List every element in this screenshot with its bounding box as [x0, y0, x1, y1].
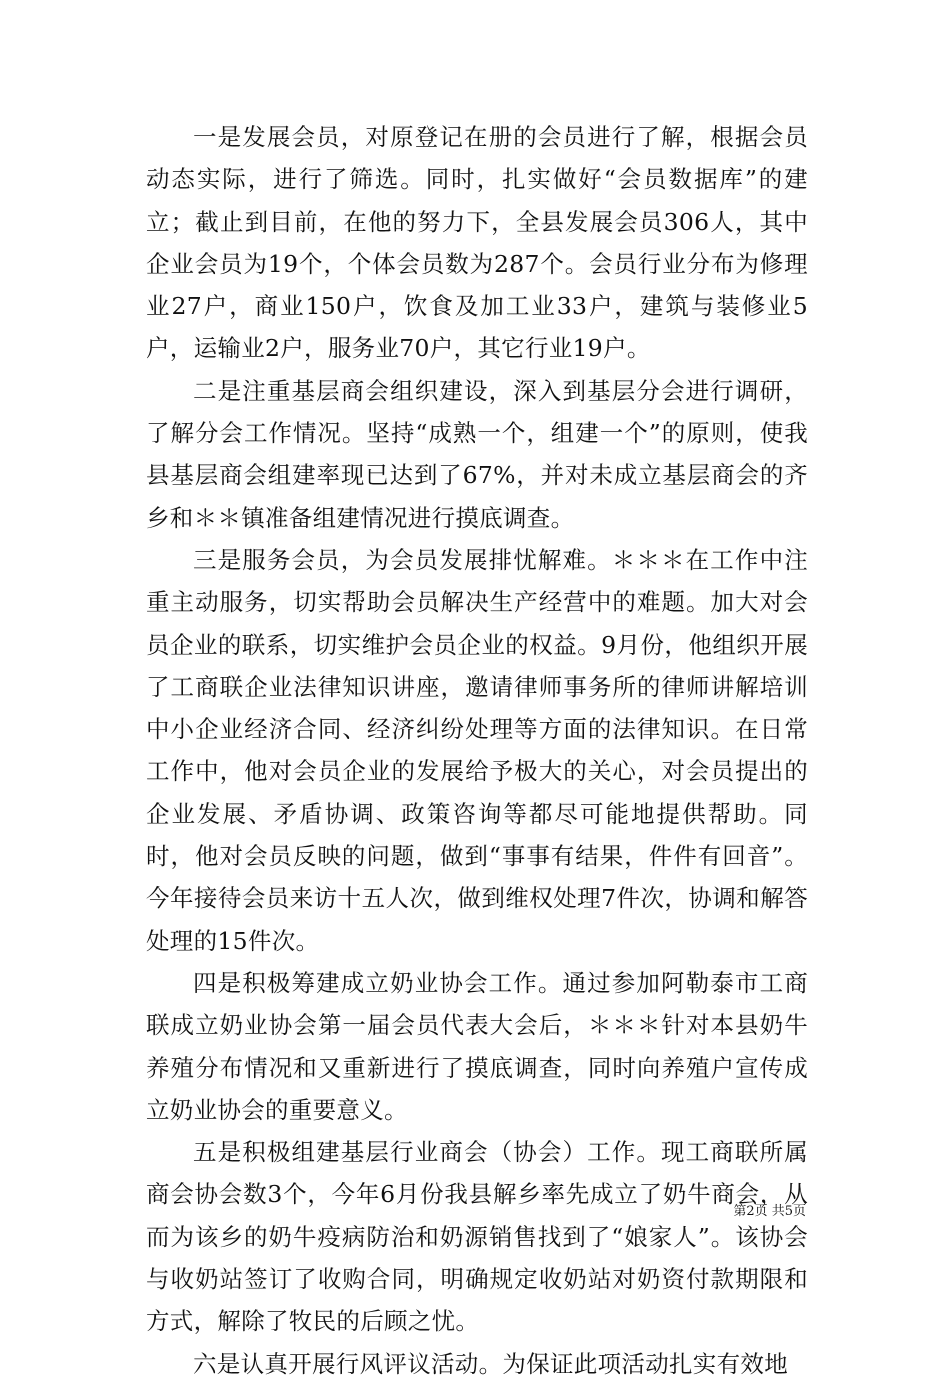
paragraph-5: 五是积极组建基层行业商会（协会）工作。现工商联所属商会协会数3个，今年6月份我县解乡率先成立了奶牛商会，从而为该乡的奶牛疫病防治和奶源销售找到了“娘家人”。该协会与收奶站签订了收购合同，明确规定收奶站对奶资付款期限和方式，解除了牧民的后顾之忧。 — [146, 1138, 808, 1336]
paragraph-6: 六是认真开展行风评议活动。为保证此项活动扎实有效地 — [193, 1349, 788, 1378]
page-number-footer: 第2页 共5页 — [733, 1204, 806, 1219]
paragraph-1: 一是发展会员，对原登记在册的会员进行了解，根据会员动态实际，进行了筛选。同时，扎实做好“会员数据库”的建立；截止到目前，在他的努力下，全县发展会员306人，其中企业会员为19个，个体会员数为287个。会员行业分布为修理业27户，商业150户，饮食及加工业33户，建筑与装修业5户，运输业2户，服务业70户，其它行业19户。 — [146, 123, 808, 363]
document-body — [146, 116, 808, 1385]
paragraph-2: 二是注重基层商会组织建设，深入到基层分会进行调研，了解分会工作情况。坚持“成熟一个，组建一个”的原则，使我县基层商会组建率现已达到了67%，并对未成立基层商会的齐乡和＊＊镇准备组建情况进行摸底调查。 — [146, 376, 808, 532]
paragraph-3: 三是服务会员，为会员发展排忧解难。＊＊＊在工作中注重主动服务，切实帮助会员解决生产经营中的难题。加大对会员企业的联系，切实维护会员企业的权益。9月份，他组织开展了工商联企业法律知识讲座，邀请律师事务所的律师讲解培训中小企业经济合同、经济纠纷处理等方面的法律知识。在日常工作中，他对会员企业的发展给予极大的关心，对会员提出的企业发展、矛盾协调、政策咨询等都尽可能地提供帮助。同时，他对会员反映的问题，做到“事事有结果，件件有回音”。今年接待会员来访十五人次，做到维权处理7件次，协调和解答处理的15件次。 — [146, 545, 808, 955]
paragraph-4: 四是积极筹建成立奶业协会工作。通过参加阿勒泰市工商联成立奶业协会第一届会员代表大会后，＊＊＊针对本县奶牛养殖分布情况和又重新进行了摸底调查，同时向养殖户宣传成立奶业协会的重要意义。 — [146, 968, 808, 1124]
